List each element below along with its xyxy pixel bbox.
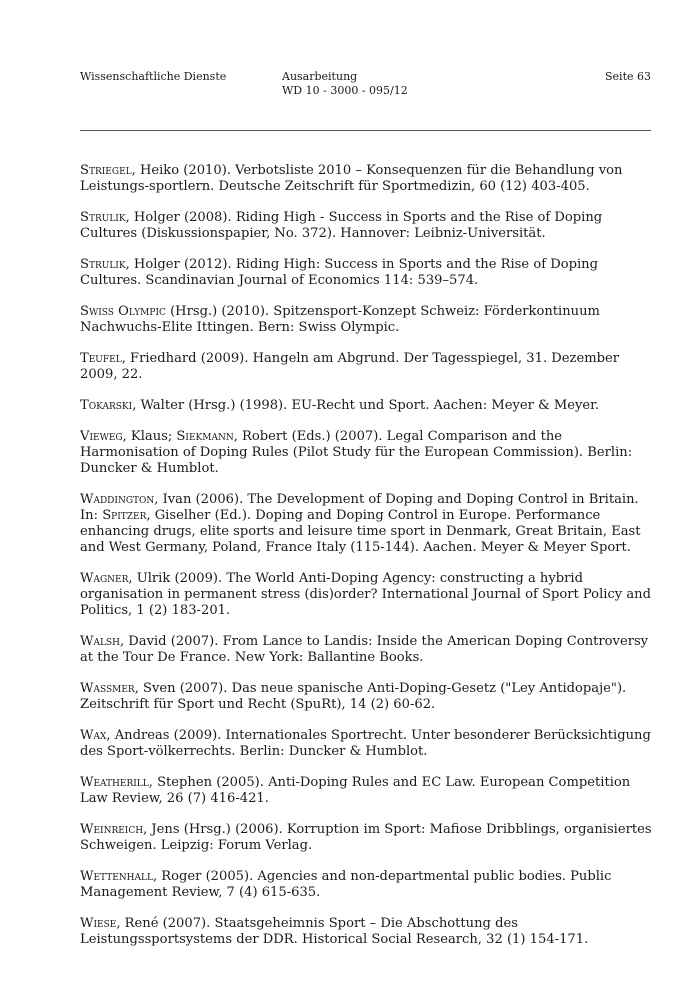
reference-text: , Klaus; [122, 429, 177, 444]
reference-text: , Roger (2005). Agencies and non-departmental public bodies. Public Management Review, 7 (4) 615-635. [80, 869, 612, 900]
reference-entry [80, 492, 655, 556]
reference-entry [80, 398, 655, 414]
reference-entry [80, 822, 655, 854]
reference-author: Swiss Olympic [80, 304, 166, 319]
reference-author: Teufel [80, 351, 122, 366]
reference-text: , René (2007). Staatsgeheimnis Sport – Die Abschottung des Leistungssportsystems der DDR. Historical Social Research, 32 (1) 154-171. [80, 916, 589, 947]
reference-text: , David (2007). From Lance to Landis: Inside the American Doping Controversy at the Tour De France. New York: Ballantine Books. [80, 634, 649, 665]
reference-text: , Holger (2008). Riding High - Success in Sports and the Rise of Doping Cultures (Diskussionspapier, No. 372). Hannover: Leibniz-Universität. [80, 210, 603, 241]
reference-text: , Sven (2007). Das neue spanische Anti-Doping-Gesetz ("Ley Antidopaje"). Zeitschrift für Sport und Recht (SpuRt), 14 (2) 60-62. [80, 681, 627, 712]
reference-entry [80, 634, 655, 666]
reference-text: , Giselher (Ed.). Doping and Doping Control in Europe. Performance enhancing drugs, elite sports and leisure time sport in Denmark, Great Britain, East and West Germany, Poland, France Italy (115-144). Aachen. Meyer & Meyer Sport. [80, 508, 641, 555]
reference-author: Waddington [80, 492, 155, 507]
reference-text: (Hrsg.) (2010). Spitzensport-Konzept Schweiz: Förderkontinuum Nachwuchs-Elite Ittingen. Bern: Swiss Olympic. [80, 304, 600, 335]
reference-entry [80, 869, 655, 901]
header-institution: Wissenschaftliche Dienste [80, 70, 227, 83]
reference-author: Walsh [80, 634, 120, 649]
reference-entry [80, 429, 655, 477]
reference-entry [80, 163, 655, 195]
reference-entry [80, 571, 655, 619]
reference-author: Wettenhall [80, 869, 153, 884]
reference-author: Wiese [80, 916, 117, 931]
reference-entry [80, 916, 655, 948]
reference-text: , Ulrik (2009). The World Anti-Doping Agency: constructing a hybrid organisation in permanent stress (dis)order? International Journal of Sport Policy and Politics, 1 (2) 183-201. [80, 571, 651, 618]
reference-author: Strulik [80, 210, 126, 225]
reference-text: , Holger (2012). Riding High: Success in Sports and the Rise of Doping Cultures. Scandinavian Journal of Economics 114: 539–574. [80, 257, 598, 288]
reference-entry [80, 210, 655, 242]
reference-text: , Friedhard (2009). Hangeln am Abgrund. Der Tagesspiegel, 31. Dezember 2009, 22. [80, 351, 619, 382]
reference-entry [80, 351, 655, 383]
reference-text: , Walter (Hrsg.) (1998). EU-Recht und Sport. Aachen: Meyer & Meyer. [132, 398, 600, 413]
reference-text: , Heiko (2010). Verbotsliste 2010 – Konsequenzen für die Behandlung von Leistungs-sportlern. Deutsche Zeitschrift für Sportmedizin, 60 (12) 403-405. [80, 163, 623, 194]
reference-author: Weatherill [80, 775, 149, 790]
reference-entry [80, 775, 655, 807]
header-divider [80, 130, 651, 131]
header-page-number: Seite 63 [605, 70, 651, 83]
reference-author: Striegel [80, 163, 132, 178]
reference-entry [80, 304, 655, 336]
reference-entry [80, 681, 655, 713]
reference-coauthor: Siekmann [176, 429, 234, 444]
reference-editor: Spitzer [102, 508, 147, 523]
reference-text: , Stephen (2005). Anti-Doping Rules and EC Law. European Competition Law Review, 26 (7) 416-421. [80, 775, 631, 806]
header-document-info [282, 70, 408, 98]
reference-author: Weinreich [80, 822, 144, 837]
header-doc-type: Ausarbeitung [282, 70, 358, 83]
reference-text: , Robert (Eds.) (2007). Legal Comparison and the Harmonisation of Doping Rules (Pilot Study für the European Commission). Berlin: Duncker & Humblot. [80, 429, 633, 476]
header-doc-id: WD 10 - 3000 - 095/12 [282, 84, 408, 97]
reference-text: , Jens (Hrsg.) (2006). Korruption im Sport: Mafiose Dribblings, organisiertes Schweigen. Leipzig: Forum Verlag. [80, 822, 652, 853]
reference-list [80, 163, 655, 963]
reference-author: Wax [80, 728, 107, 743]
reference-author: Strulik [80, 257, 126, 272]
page-header [80, 70, 651, 110]
reference-author: Tokarski [80, 398, 133, 413]
reference-author: Vieweg [80, 429, 123, 444]
reference-text: , Ivan (2006). The Development of Doping and Doping Control in Britain. In: [80, 492, 639, 523]
reference-entry [80, 728, 655, 760]
reference-entry [80, 257, 655, 289]
reference-author: Wagner [80, 571, 129, 586]
reference-text: , Andreas (2009). Internationales Sportrecht. Unter besonderer Berücksichtigung des Sport-völkerrechts. Berlin: Duncker & Humblot. [80, 728, 651, 759]
reference-author: Wassmer [80, 681, 135, 696]
